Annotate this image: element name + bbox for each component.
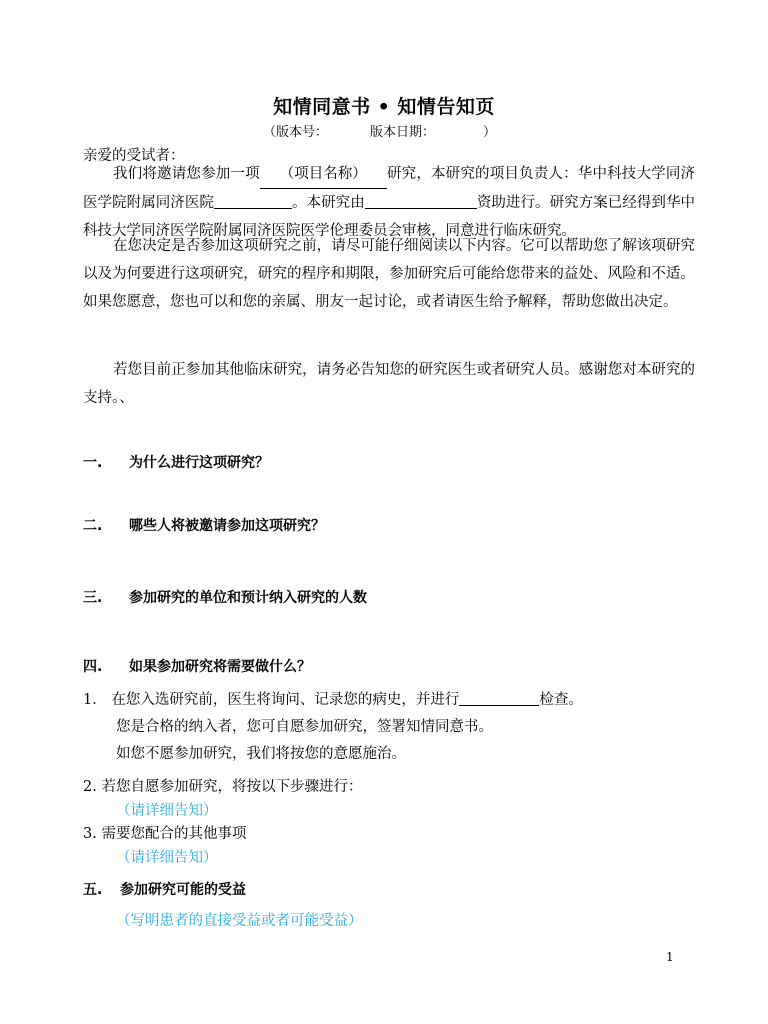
funding-source-blank (365, 192, 477, 209)
intro-paragraph-3: 若您目前正参加其他临床研究，请务必告知您的研究医生或者研究人员。感谢您对本研究的支持。、 (83, 362, 695, 406)
section-title: 为什么进行这项研究？ (129, 455, 269, 471)
section-heading-1 (83, 452, 269, 472)
section-heading-4 (83, 656, 311, 676)
document-title: 知情同意书 • 知情告知页 (273, 96, 495, 118)
section4-item-3-note: （请详细告知） (116, 850, 218, 866)
intro-text: 资助进行。研究方案已经得到华中科技大学同济医学院附属同济医院医学伦理委员会审核，同意进行临床研究。 (83, 195, 696, 239)
project-name-blank: （项目名称） (260, 160, 387, 189)
section-number: 三. (83, 590, 103, 606)
section-number: 一. (83, 455, 103, 471)
intro-text: 研究，本研究的项目负责人：华中科技大学同济医学院附属同济医院 (83, 166, 696, 211)
section4-item-1-line-3: 如您不愿参加研究，我们将按您的意愿施治。 (116, 746, 406, 762)
section4-item-2-note: （请详细告知） (116, 803, 218, 819)
section-heading-2 (83, 515, 325, 535)
version-close: ） (483, 125, 497, 140)
intro-paragraph-2: 在您决定是否参加这项研究之前，请尽可能仔细阅读以下内容。它可以帮助您了解该项研究以及为何要进行这项研究，研究的程序和期限，参加研究后可能给您带来的益处、风险和不适。如果您愿意，您也可以和您的亲属、朋友一起讨论，或者请医生给予解释，帮助您做出决定。 (83, 238, 695, 310)
section4-item-2: 2. 若您自愿参加研究，将按以下步骤进行： (83, 779, 363, 795)
section4-item-3: 3. 需要您配合的其他事项 (83, 826, 247, 842)
responsible-person-blank (214, 192, 292, 209)
section-heading-3 (83, 587, 367, 607)
page-number: 1 (666, 950, 674, 964)
section-title: 哪些人将被邀请参加这项研究？ (129, 518, 325, 534)
section5-note: （写明患者的直接受益或者可能受益） (116, 913, 363, 929)
section4-item-1-line-2: 您是合格的纳入者，您可自愿参加研究，签署知情同意书。 (116, 719, 493, 735)
exam-blank (459, 689, 539, 706)
section-number: 四. (83, 659, 103, 675)
section-number: 二. (83, 518, 103, 534)
version-date-label: 版本日期： (370, 125, 436, 140)
section-title: 参加研究可能的受益 (120, 882, 246, 898)
section-title: 如果参加研究将需要做什么？ (129, 659, 311, 675)
item-text: 1． 在您入选研究前，医生将询问、记录您的病史，并进行 (83, 692, 460, 708)
salutation: 亲爱的受试者： (83, 148, 185, 164)
section-title: 参加研究的单位和预计纳入研究的人数 (129, 590, 367, 606)
intro-text: 我们将邀请您参加一项 (113, 166, 260, 182)
section-number: 五. (83, 882, 103, 898)
version-number-label: （版本号： (263, 125, 329, 140)
section-heading-5 (83, 879, 246, 899)
section4-item-1 (83, 688, 583, 709)
item-text: 检查。 (539, 692, 583, 708)
version-line (263, 121, 496, 140)
intro-text: 。本研究由 (291, 195, 365, 211)
